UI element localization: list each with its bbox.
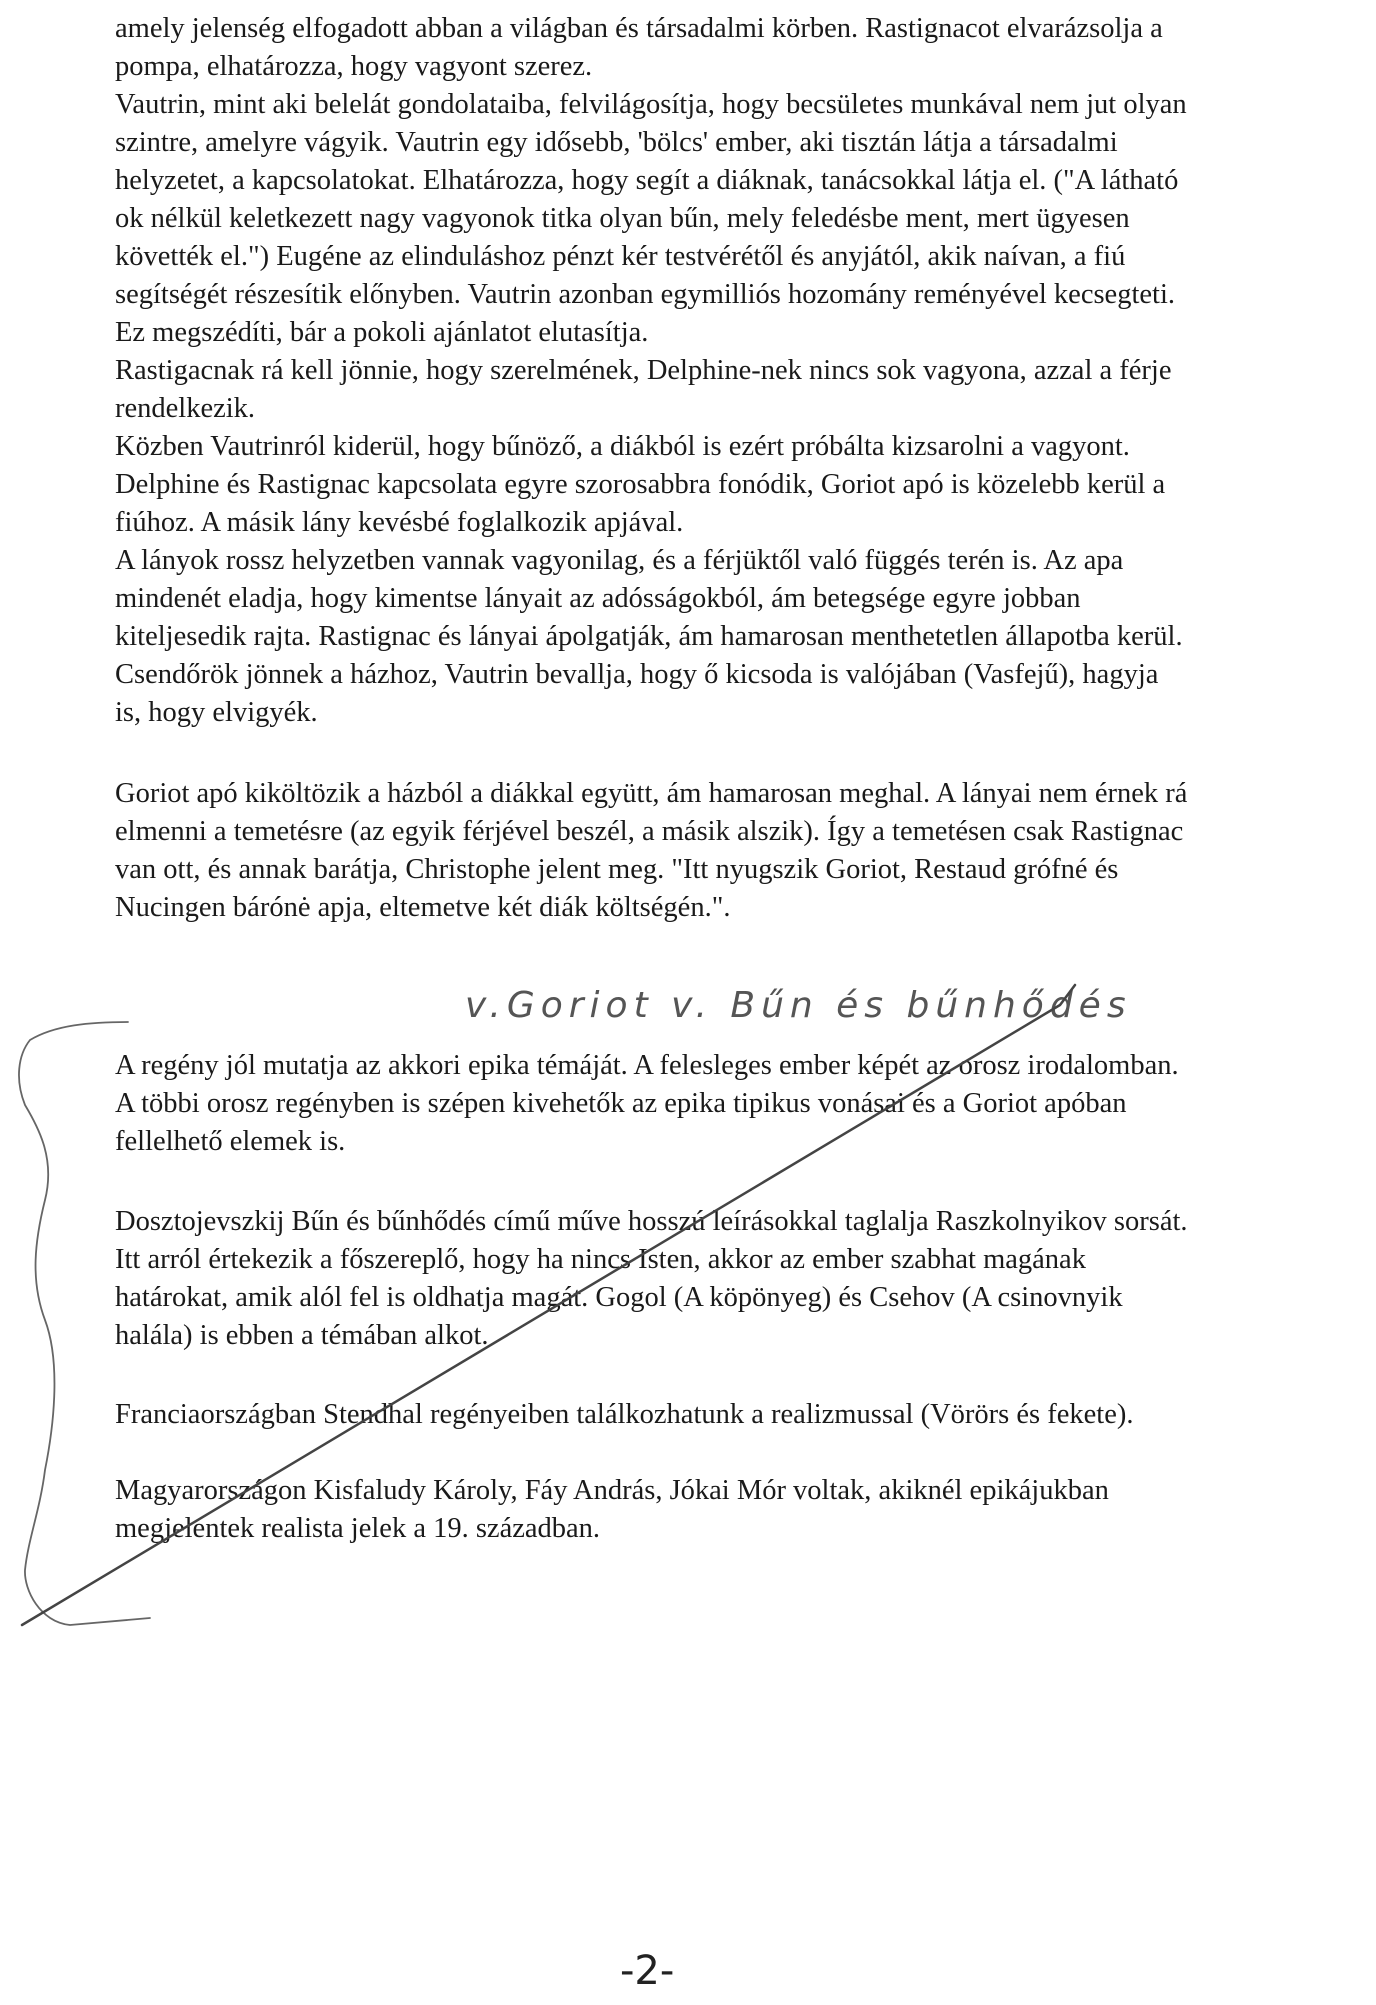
text-line: Itt arról értekezik a főszereplő, hogy ha nincs Isten, akkor az ember szabhat magának [115, 1244, 1086, 1275]
text-line: határokat, amik alól fel is oldhatja magát. Gogol (A köpönyeg) és Csehov (A csinovnyik [115, 1282, 1123, 1313]
text-line: Rastigacnak rá kell jönnie, hogy szerelmének, Delphine-nek nincs sok vagyona, azzal a férje [115, 355, 1172, 386]
text-line: mindenét eladja, hogy kimentse lányait az adósságokból, ám betegsége egyre jobban [115, 583, 1081, 614]
text-line: pompa, elhatározza, hogy vagyont szerez. [115, 51, 593, 82]
text-line: is, hogy elvigyék. [115, 697, 318, 728]
text-line: Ez megszédíti, bár a pokoli ajánlatot elutasítja. [115, 317, 649, 348]
text-line: A lányok rossz helyzetben vannak vagyonilag, és a férjüktől való függés terén is. Az apa [115, 545, 1124, 576]
text-line: halála) is ebben a témában alkot. [115, 1320, 489, 1351]
text-line: Csendőrök jönnek a házhoz, Vautrin bevallja, hogy ő kicsoda is valójában (Vasfejű), hagyja [115, 659, 1159, 690]
text-line: Magyarországon Kisfaludy Károly, Fáy András, Jókai Mór voltak, akiknél epikájukban [115, 1475, 1109, 1506]
text-line: elmenni a temetésre (az egyik férjével beszél, a másik alszik). Így a temetésen csak Rastignac [115, 816, 1184, 847]
text-line: fellelhető elemek is. [115, 1126, 346, 1157]
text-line: szintre, amelyre vágyik. Vautrin egy idősebb, 'bölcs' ember, aki tisztán látja a társadalmi [115, 127, 1118, 158]
text-line: Közben Vautrinról kiderül, hogy bűnöző, a diákból is ezért próbálta kizsarolni a vagyont. [115, 431, 1130, 462]
handwritten-note: v.Goriot v. Bűn és bűnhődés [465, 985, 1132, 1026]
page-number: -2- [620, 1948, 675, 1994]
text-line: Franciaországban Stendhal regényeiben találkozhatunk a realizmussal (Vörörs és fekete). [115, 1399, 1134, 1430]
text-line: fiúhoz. A másik lány kevésbé foglalkozik apjával. [115, 507, 684, 538]
text-line: segítségét részesítik előnyben. Vautrin azonban egymilliós hozomány reményével kecsegteti. [115, 279, 1175, 310]
text-line: megjelentek realista jelek a 19. században. [115, 1513, 601, 1544]
text-line: A regény jól mutatja az akkori epika témáját. A felesleges ember képét az orosz irodalomban. [115, 1050, 1179, 1081]
text-line: Delphine és Rastignac kapcsolata egyre szorosabbra fonódik, Goriot apó is közelebb kerül a [115, 469, 1166, 500]
text-line: ok nélkül keletkezett nagy vagyonok titka olyan bűn, mely feledésbe ment, mert ügyesen [115, 203, 1130, 234]
text-line: követték el.") Eugéne az elinduláshoz pénzt kér testvérétől és anyjától, akik naívan, a fiú [115, 241, 1126, 272]
text-line: Dosztojevszkij Bűn és bűnhődés című műve hosszú leírásokkal taglalja Raszkolnyikov sorsát. [115, 1206, 1188, 1237]
text-line: van ott, és annak barátja, Christophe jelent meg. "Itt nyugszik Goriot, Restaud grófné és [115, 854, 1119, 885]
text-line: Nucingen bárónė apja, eltemetve két diák költségén.". [115, 892, 731, 923]
text-line: Goriot apó kiköltözik a házból a diákkal együtt, ám hamarosan meghal. A lányai nem érnek rá [115, 778, 1188, 809]
text-line: Vautrin, mint aki belelát gondolataiba, felvilágosítja, hogy becsületes munkával nem jut olyan [115, 89, 1187, 120]
text-line: amely jelenség elfogadott abban a világban és társadalmi körben. Rastignacot elvarázsolja a [115, 13, 1163, 44]
text-line: helyzetet, a kapcsolatokat. Elhatározza, hogy segít a diáknak, tanácsokkal látja el. ("A látható [115, 165, 1179, 196]
text-line: rendelkezik. [115, 393, 256, 424]
text-line: A többi orosz regényben is szépen kivehetők az epika tipikus vonásai és a Goriot apóban [115, 1088, 1127, 1119]
text-line: kiteljesedik rajta. Rastignac és lányai ápolgatják, ám hamarosan menthetetlen állapotba kerül. [115, 621, 1183, 652]
